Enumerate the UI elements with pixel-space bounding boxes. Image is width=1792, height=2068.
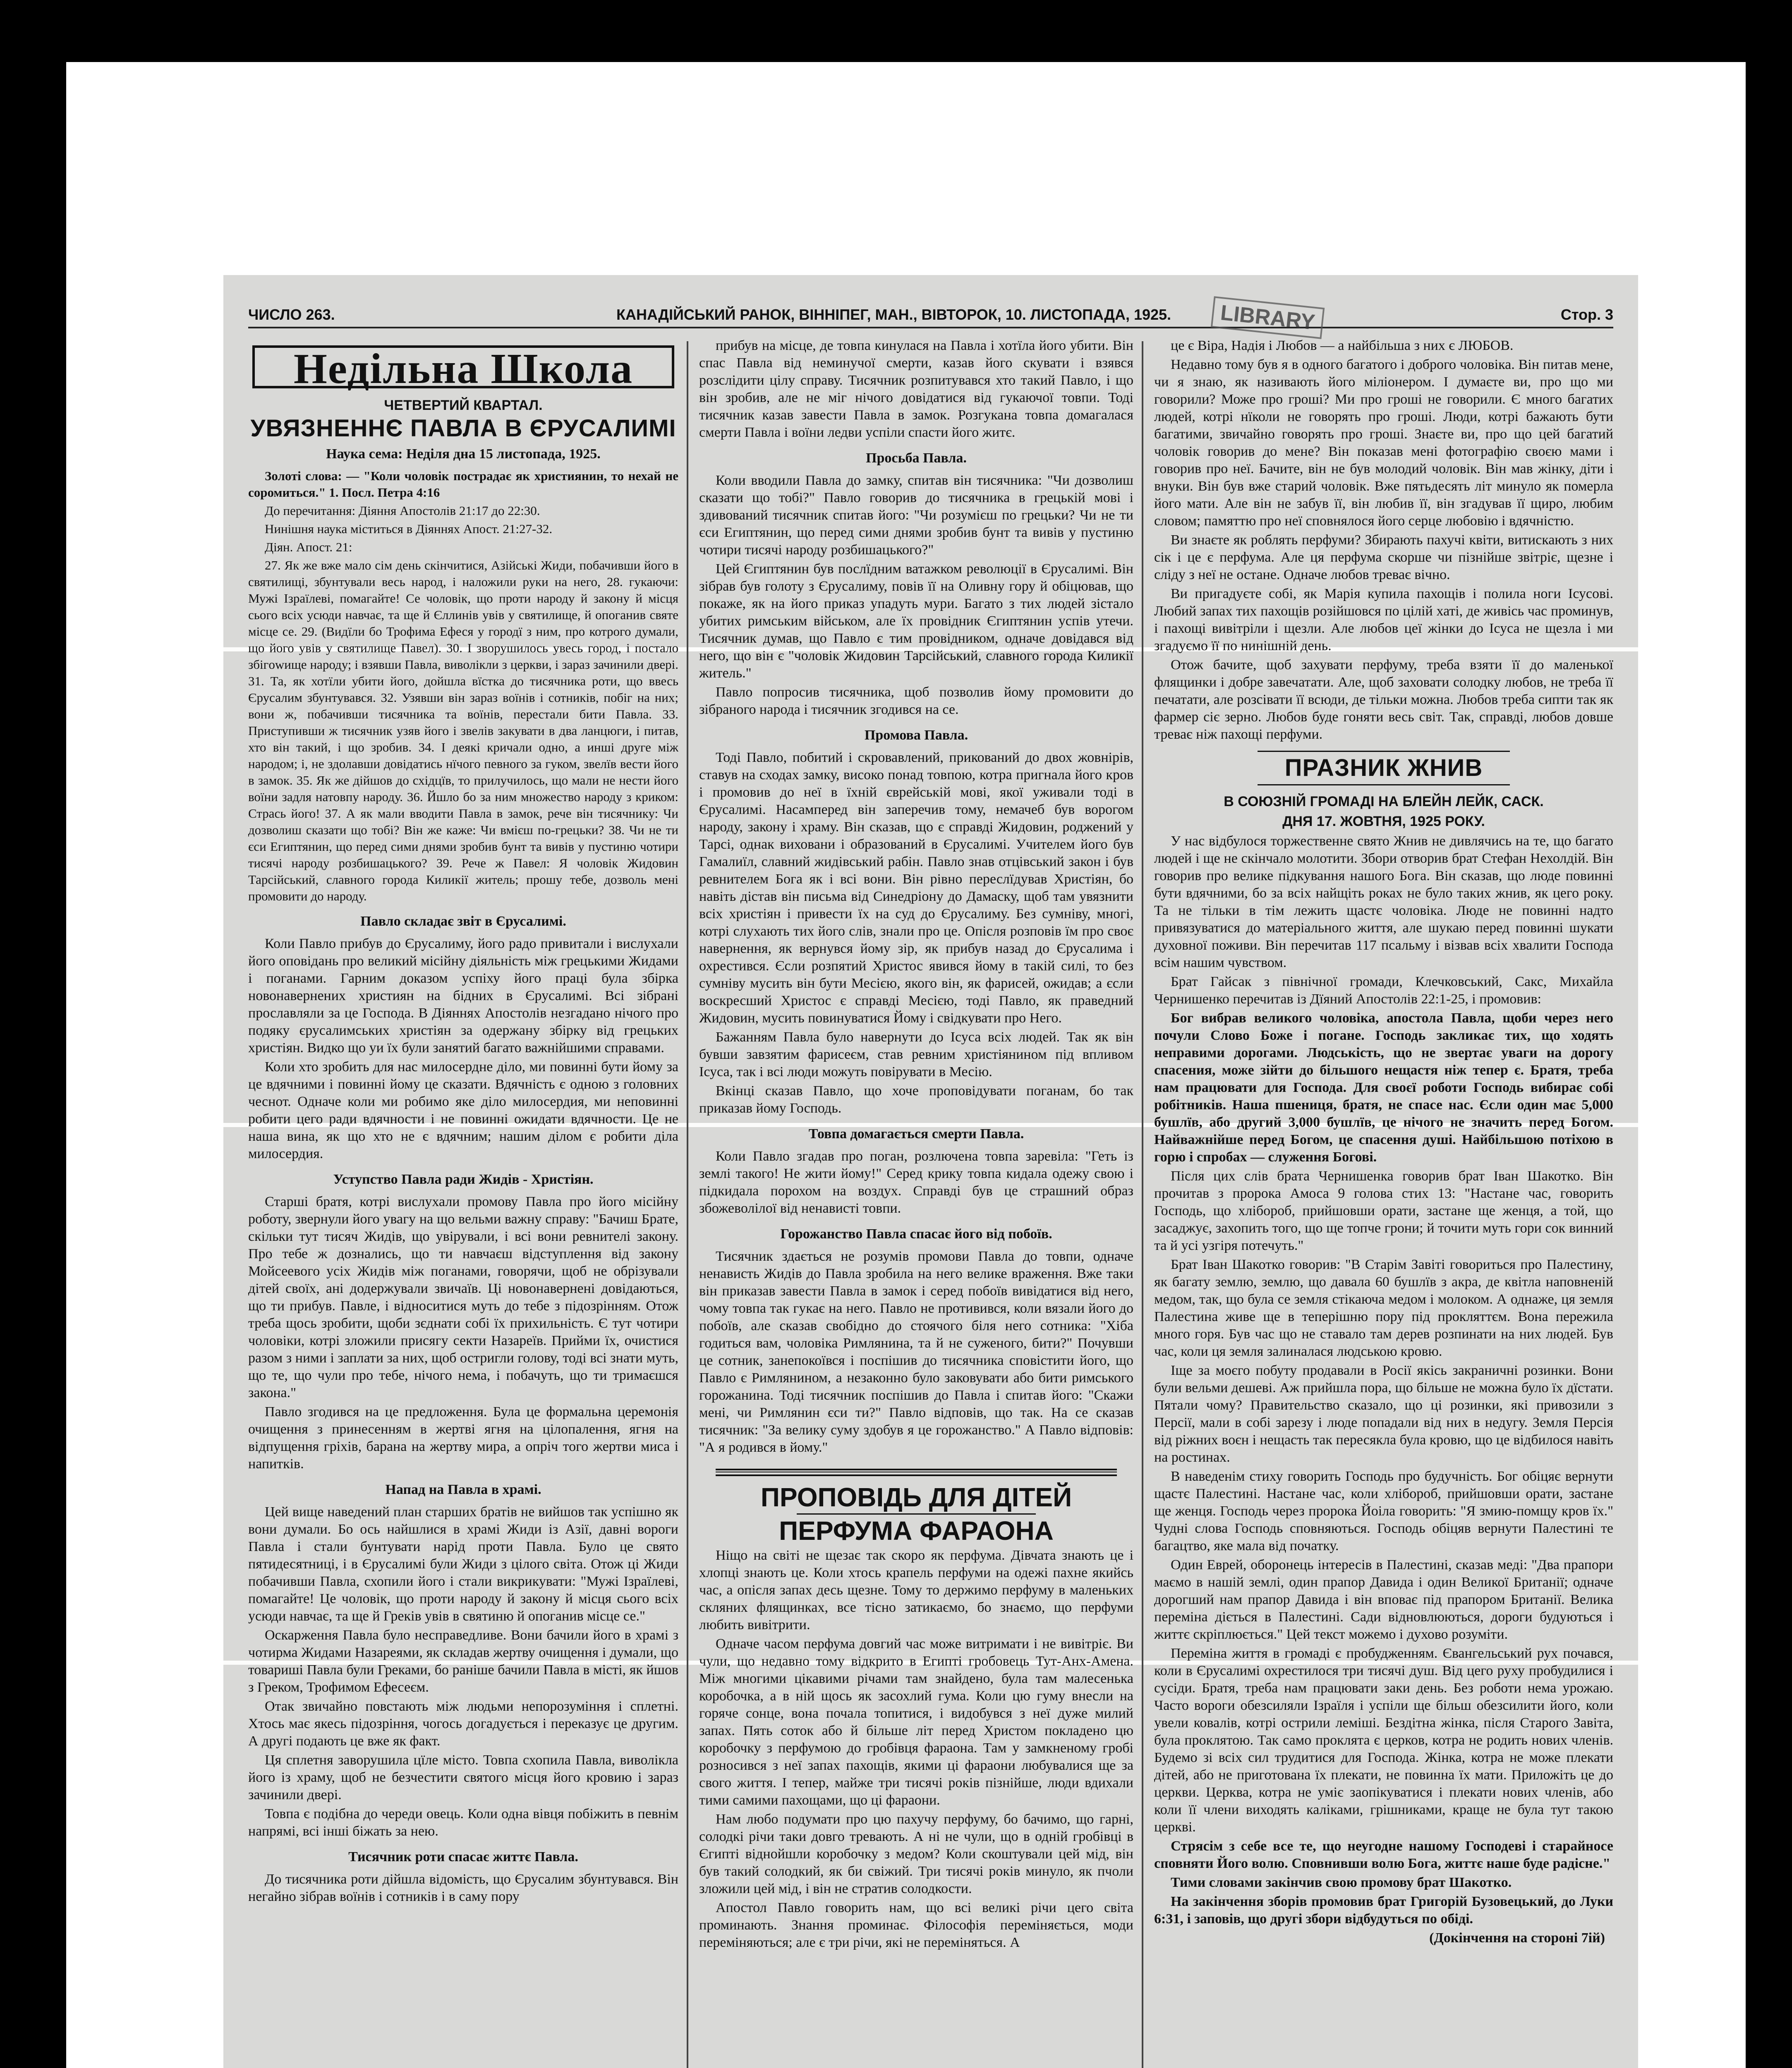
harvest-title: ПРАЗНИК ЖНИВ xyxy=(1284,754,1483,781)
paragraph: Іще за моєго побуту продавали в Росії якісь закраничні розинки. Вони були вельми дешеві. Аж прийшла пора, що більше не можна було їх дїстати. Пятали чому? Правительство сказало, що ці розинки, які привозили з Персії, мали в собі зарезу і люде попадали від них в недугу. Земля Персія від ріжних воєн і нещасть так пересякла була кровю, що це відбилося навіть на ростинах. xyxy=(1154,1363,1613,1465)
paragraph: Тими словами закінчив свою промову брат Шакотко. xyxy=(1171,1875,1512,1890)
article-title: УВЯЗНЕННЄ ПАВЛА В ЄРУСАЛИМІ xyxy=(250,415,676,442)
continuation-note: (Докінчення на стороні 7ій) xyxy=(1429,1930,1605,1946)
quarter-label: ЧЕТВЕРТИЙ КВАРТАЛ. xyxy=(384,397,543,413)
paragraph: Апостол Павло говорить нам, що всі великі річи цего світа проминають. Знання проминає. Філософія переміняється, моди переміняються; але є три річи, які не переміняться. А xyxy=(699,1900,1133,1950)
paragraph: Павло попросив тисячника, щоб позволив йому промовити до зібраного народа і тисячник згодився на се. xyxy=(699,685,1133,717)
harvest-subtitle: В СОЮЗНІЙ ГРОМАДІ НА БЛЕЙН ЛЕЙК, САСК. xyxy=(1224,794,1544,809)
paragraph: Тисячник здається не розумів промови Павла до товпи, одначе ненависть Жидів до Павла зробила на него велике враження. Вже таки він приказав завести Павла в замок і серед побоїв вивідатися від него, чому товпа так гукає на него. Павло не противився, коли вязали його до побоїв, але сказав свобідно до стоячого біля него сотника: "Хіба годиться вам, чоловіка Римлянина, та й не суженого, бити?" Почувши це сотник, занепокоївся і поспішив до тисячника сповістити його, що Павло є Римлянином, а незаконно було заковувати або бити римського горожанина. Тоді тисячник поспішив до Павла і спитав його: "Скажи мені, чи Римлянин єси ти?" Павло відповів, що так. На се сказав тисячник: "За велику суму здобув я це горожанство." А Павло відповів: "А я родився в йому." xyxy=(699,1249,1133,1455)
section-heading: Павло складає звіт в Єрусалимі. xyxy=(360,914,566,929)
paragraph: Коли Павло згадав про поган, розлючена товпа заревіла: "Геть із землі такого! Не жити йому!" Серед крику товпа кидала одежу свою і підкидала порохом на воздух. Справді був це страшний образ збожеволілої від ненависті товпи. xyxy=(699,1149,1133,1216)
section-heading: Товпа домагається смерти Павла. xyxy=(808,1126,1024,1142)
page-header xyxy=(248,301,1613,335)
paragraph: Нам любо подумати про цю пахучу перфуму, бо бачимо, що гарні, солодкі річи таки довго тревають. А ні не чули, що в одній гробівці в Єгипті віднойшли коробочку з медом? Коли скоштували цей мід, він був такий солодкий, як би свіжий. Три тисячі років минуло, як пчоли зложили цей мід, і він не стратив солодкости. xyxy=(699,1812,1133,1896)
paragraph: Брат Іван Шакотко говорив: "В Старім Завіті говориться про Палестину, як багату землю, землю, що давала 60 бушлїв з акра, де квітла наповненій медом, так, що була се земля стікаюча медом і молоком. А однаже, ця земля Палестина живе ще в теперішню пору під прокляттєм. Вона пережила много горя. Був час що не ставало там дерев розпинати на них людей. Був час, коли ця земля залиналася людською кровю. xyxy=(1154,1257,1613,1359)
divider xyxy=(797,1513,1036,1515)
paragraph: це є Віра, Надія і Любов — а найбільша з них є ЛЮБОВ. xyxy=(1171,338,1514,353)
paragraph: Стрясім з себе все те, що неугодне нашому Господеві і старайносе сповняти Його волю. Сповнивши волю Бога, життє наше буде радісне." xyxy=(1154,1838,1613,1871)
film-frame xyxy=(66,62,1746,2068)
lesson-date: Наука сема: Неділя дна 15 листопада, 1925. xyxy=(326,446,601,462)
paragraph: Вкінці сказав Павло, що хоче проповідувати поганам, бо так приказав йому Господь. xyxy=(699,1083,1133,1116)
paragraph: Ніщо на світі не щезає так скоро як перфума. Дівчата знають це і хлопці знають це. Коли хтось крапель перфуми на одежі пахне якийсь час, а опісля запах десь щезне. Тому то держимо перфуму в маленьких скляних флящинках, все тісно затикаємо, бо знаємо, що перфуми любить вивітрити. xyxy=(699,1548,1133,1632)
section-heading: Напад на Павла в храмі. xyxy=(385,1482,541,1497)
library-stamp: LIBRARY xyxy=(1211,296,1325,339)
paragraph: Тоді Павло, побитий і скровавлений, прикований до двох жовнірів, ставув на сходах замку, високо понад товпою, котра пригнала його кров і промовив до неї в їхній єврейській мові, якої уживали тоді в Єрусалимі. Насамперед він заперечив тому, немачеб був ворогом народу, закону і храму. Він сказав, що є справді Жидовин, роджений у Тарсі, однак виховани і образований в Єрусалимі. Учителем його був Гамалиїл, славний жидівський рабін. Павло знав отцівський закон і був ревнителем Бога як і всі вони. Він рівно переслїдував Христіян, бо навіть дістав він письма від Синедріону до Дамаску, щоб там увязнити всіх христіян і привести їх на суд до Єрусалиму. Без сумніву, многі, котрі слухають тих його слів, знали про це. Опісля розповів їм про своє навернення, як вернувся йому зір, як прибув назад до Єрусалима і охрестився. Єсли розпятий Христос явився йому в такій силі, то без сумніву мусить він бути Месією, якого він, як фарисей, ожидав; а єсли воскресший Христос є справді Месією, тоді Павло, як праведний Жидовин, мусить повинуватися Йому і свідкувати про Него. xyxy=(699,750,1133,1026)
page-number: Стор. 3 xyxy=(1560,306,1613,323)
divider xyxy=(1258,784,1510,785)
newspaper-page xyxy=(223,275,1638,2068)
childrens-sermon-title: ПРОПОВІДЬ ДЛЯ ДІТЕЙ xyxy=(760,1482,1072,1512)
paragraph: На закінчення зборів промовив брат Григорій Бузовецький, до Луки 6:31, і заповів, що другі збори відбудуться по обіді. xyxy=(1154,1894,1613,1927)
golden-text: Золоті слова: — "Коли чоловік пострадає як християнин, то нехай не соромиться." 1. Посл. Петра 4:16 xyxy=(248,469,678,500)
column-rule xyxy=(1142,341,1143,2068)
paragraph: Старші братя, котрі вислухали промову Павла про його місійну роботу, звернули його увагу на що вельми важну справу: "Бачиш Брате, скільки тут тисяч Жидів, що увірували, і всі вони ревнителі закону. Про тебе ж дознались, що ти навчаєш відступлення від закону Мойсеевого усіх Жидів між поганами, говорячи, щоб не обрізували дітей своїх, ані додержували звичаїв. Ці новонавернені довідаються, що ти прибув. Павле, і відноситися муть до тебе з підозрінням. Отож треба щось зробити, щоби зєднати собі їх прихильність. Є тут чотири чоловіки, котрі зложили присягу секти Назареїв. Прийми їх, очистися разом з ними і заплати за них, щоб остригли голову, тоді всі знати муть, що те, що чули про тебе, нічого нема, і побачуть, що ти тримаєшся закона." xyxy=(248,1194,678,1400)
section-heading: Промова Павла. xyxy=(864,728,968,743)
column-sunday-school xyxy=(248,337,678,2068)
paragraph: Бог вибрав великого чоловіка, апостола Павла, щоби через него почули Слово Боже і погане. Господь закликає тих, що ходять неправими дорогами. Людськість, що не звертає уваги на дорогу спасения, може зійти до більшого нещастя ніж тепер є. Братя, треба нам працювати для Господа. Для своєї роботи Господь вибирає собі робітників. Наша пшениця, братя, не спасе нас. Єсли один має 5,000 бушлїв, або другий 3,000 бушлїв, це нічого не значить перед Богом. Найважнійше перед Богом, це спасення душі. Найбільшою потіхою в горю і спробах — служення Богові. xyxy=(1154,1010,1613,1165)
scripture-ref: Діян. Апост. 21: xyxy=(265,540,352,554)
column-right xyxy=(1154,337,1613,2068)
paragraph: У нас відбулося торжественне свято Жнив не дивлячись на те, що багато людей і ще не скінчало молотити. Збори отворив брат Стефан Нехолдій. Він говорив про велике підкування нашого Бога. Він сказав, що люде повинні бути вдячними, бо за всіх найщіть роках не було таких жнив, як цего року. Та не тільки в тім лежить щастє чоловіка. Люде не повинні надто привязуватися до матеріального життя, але шукаю перед повинні шукати духовної поживи. Він перечитав 117 псальму і візвав всіх хвалити Господа всім нашим чувством. xyxy=(1154,833,1613,970)
column-center xyxy=(699,337,1133,2068)
paragraph: Переміна життя в громаді є пробудженням. Євангельський рух почався, коли в Єрусалимі охрестилося три тисячі душ. Від цего руху пробудилися і сусіди. Братя, треба нам працювати заки день. Без роботи нема урожаю. Часто вороги обезсиляли Ізраїля і успіли ще більш обезсилити його, коли увели ковалів, котрі острили леміші. Бездітна жінка, після Старого Завіта, була проклятою. Так само проклята є церков, котра не родить нових членів. Будемо зі всіх сил трудитися для Господа. Жінка, котра не може плекати дітей, або не приготована їх плекати, не повинна їх мати. Приложіть це до церкви. Церква, котра не уміє заопікуватися і плекати нових членів, або коли її члени виходять каліками, грішниками, краще не була тут такою церкві. xyxy=(1154,1646,1613,1835)
paragraph: Бажанням Павла було навернути до Ісуса всіх людей. Так як він бувши завзятим фарисеєм, став ревним христіянином під впливом Ісуса, так і всі люди можуть повірувати в Месію. xyxy=(699,1029,1133,1079)
reading-ref: До перечитання: Діяння Апостолів 21:17 до 22:30. xyxy=(265,503,540,518)
paragraph: В наведенім стиху говорить Господь про будучність. Бог обіцяє вернути щастє Палестині. Настане час, коли хлібороб, прийшовши орати, застане ще женця. Господь через пророка Йоіла говорить: "Я змию-помщу кров їх." Чудні слова Господь сповняються. Господь обіцяв вернути Палестині те багацтво, яке мала від початку. xyxy=(1154,1469,1613,1553)
column-rule xyxy=(687,341,688,2068)
paragraph: Після цих слів брата Чернишенка говорив брат Іван Шакотко. Він прочитав з пророка Амоса 9 голова стих 13: "Настане час, говорить Господь, що хлібороб, прийшовши орати, застане ще женця, а той, що засаджує, захопить того, що ще топче грони; й точити муть гори сок винний та й усі узгіря потечуть." xyxy=(1154,1168,1613,1253)
paragraph: Цей Єгиптянин був послїдним ватажком революції в Єрусалимі. Він зібрав був голоту з Єрусалиму, повів її на Оливну гору й обіцював, що покаже, як на його приказ упадуть мури. Багато з тих людей зістало убитих римським військом, але їх провідник Єгиптянин успів утечи. Тисячник думав, що Павло є тим провідником, одначе довідався від него, що він є "чоловік Жидовин Тарсійський, славного города Киликії житель." xyxy=(699,561,1133,681)
paragraph: Отож бачите, щоб захувати перфуму, треба взяти її до маленької флящинки і добре завечатати. Але, щоб заховати солодку любов, не треба її печатати, але розсівати її всюди, де тільки можна. Любов треба сипти так як фармер сіє зерно. Любов буде гоняти весь світ. Так, справді, любов довше треває ніж пахощі перфуми. xyxy=(1154,657,1613,742)
section-heading: Горожанство Павла спасає його від побоїв. xyxy=(780,1226,1052,1242)
paragraph: Павло згодився на це предложення. Була це формальна церемонія очищення з принесенням в жертві ягня на цілопалення, ягня на відпущення гріхів, барана на жертву мира, а опріч того жертви миса і напитків. xyxy=(248,1404,678,1472)
perfume-title: ПЕРФУМА ФАРАОНА xyxy=(779,1516,1054,1546)
divider xyxy=(1258,751,1510,752)
paragraph: Отак звичайно повстають між людьми непорозуміння і сплетні. Хтось має якесь підозріння, чогось догадується і переказує це другим. А другі подають це вже як факт. xyxy=(248,1699,678,1749)
reading-ref: Нинішня наука міститься в Діяннях Апост. 21:27-32. xyxy=(265,522,553,536)
masthead: Недільна Школа xyxy=(252,345,674,388)
paragraph: прибув на місце, де товпа кинулася на Павла і хотїла його убити. Він спас Павла від неминучої смерти, казав його скувати і взявся розслідити цілу справу. Тисячник розпитувався хто такий Павло, і що він зробив, але не міг нічого довідатися від гукаючої товпи. Тоді тисячник казав завести Павла в замок. Розгукана товпа домагалася смерти Павла і воїни ледви успіли спасти його житє. xyxy=(699,338,1133,440)
section-heading: Уступство Павла ради Жидів - Христіян. xyxy=(333,1172,594,1187)
paragraph: Товпа є подібна до череди овець. Коли одна вівця побіжить в певнім напрямі, всі інші біжать за нею. xyxy=(248,1806,678,1839)
section-heading: Просьба Павла. xyxy=(866,450,967,466)
paragraph: Ця сплетня заворушила цїле місто. Товпа схопила Павла, виволікла його із храму, щоб не безчестити святого місця його кровию і зараз зачинили двері. xyxy=(248,1752,678,1802)
paragraph: Оскарження Павла було несправедливе. Вони бачили його в храмі з чотирма Жидами Назареями, як складав жертву очищення і думали, що товариші Павла були Греками, бо раніше бачили Павла в місті, як йшов з Греком, Трофимом Ефесеєм. xyxy=(248,1628,678,1695)
paragraph: Недавно тому був я в одного багатого і доброго чоловіка. Він питав мене, чи я знаю, як називають його міліонером. І думаєте ви, про що ми говорили? Може про гроші? Ми про гроші не говорили. Є много багатих людей, котрі нїколи не говорять про гроші. Люди, котрі бажають бути багатими, звичайно говорять про гроші. Знаєте ви, про що цей багатий чоловік говорив до мене? Він показав мені фотографію своєю мами і говорив про неї. Бачите, він не був молодий чоловік. Він мав жінку, діти і внуки. Він був вже старий чоловік. Вже пятьдесять літ минуло як померла його мати. Але він не забув її, він любив її, він згадував її щиро, любим словом; памяттю про неї сповнялося його серце любовію і вдячністю. xyxy=(1154,357,1613,529)
paragraph: 27. Як же вже мало сім день скінчитися, Азійські Жиди, побачивши його в святилищі, збунтували весь народ, і наложили руки на него, 28. гукаючи: Мужі Ізраїлеві, помагайте! Се чоловік, що проти народу й закону й місця сього всіх усюди навчає, та ще й Єллинів увів у святилище, й опоганив святе місце се. 29. (Видїли бо Трофима Ефеся у городї з ним, про котрого думали, що його увів у святилище Павел). 30. І зворушилось увесь город, і постало збігowище народу; і взявши Павла, виволікли з церкви, і зараз зачинили двері. 31. Та, як хотїли убити його, дойшла вїстка до тисячника роти, що ввесь Єрусалим збунтувався. 32. Узявши він зараз воїнів і сотників, побіг на них; вони ж, побачивши тисячника та воїнів, перестали бити Павла. 33. Приступивши ж тисячник узяв його і звелів закувати в два ланцюги, і питав, хто він такий, і що зробив. 34. І деякі кричали одно, а инші друге між народом; і, не здолавши довідатись нїчого певного за гуком, звелїв вести його в замок. 35. Як же дійшов до східцїв, то прилучилось, що мали не нести його воїни задля натовпу народу. 36. Йшло бо за ним множество народу з криком: Стрась його! 37. А як мали вводити Павла в замок, рече він тисячнику: Чи дозволиш сказати що тобі? Він же каже: Чи вмієш по-грецьки? 38. Чи не ти єси Египтянин, що перед сими днями зробив бунт та вивів у пустиню чотири тисячі народу розбишацького? 39. Рече ж Павел: Я чоловік Жидовин Тарсійський, славного города Киликії житель; прошу тебе, дозволь мені промовити до народу. xyxy=(248,558,678,903)
paragraph: Цей вище наведений план старших братів не вийшов так успішно як вони думали. Бо ось найшлися в храмі Жиди із Азії, давні вороги Павла і стали бунтувати нарід проти Павла. Було це свято пятидесятниці, і в Єрусалимі були Жиди з цілого світа. Отож ці Жиди побачивши Павла, схопили його і стали викрикувати: "Мужі Ізраїлеві, помагайте! Це чоловік, що проти народу й закону й місця сього всіх усюди навчає, та ще й Греків увів в святиню й опоганив місце се." xyxy=(248,1504,678,1624)
paragraph: Брат Гайсак з північної громади, Клечковський, Сакс, Михайла Чернишенко перечитав із Дїяний Апостолів 22:1-25, і промовив: xyxy=(1154,974,1613,1007)
paragraph: Коли хто зробить для нас милосердне діло, ми повинні бути йому за це вдячними і повинні йому це сказати. Вдячність є одною з головних чеснот. Одначе коли ми робимо яке діло милосердия, ми неповинні робити цего ради вдячности і не повинні ожидати вдячности. Це не наша вина, як що хто не є вдячним; нашим ділом є робити діла милосердия. xyxy=(248,1059,678,1161)
section-heading: Тисячник роти спасає життє Павла. xyxy=(348,1849,578,1865)
publication-line: КАНАДІЙСЬКИЙ РАНОК, ВІННІПЕГ, МАН., ВІВТОРОК, 10. ЛИСТОПАДА, 1925. xyxy=(616,306,1172,323)
issue-number: ЧИСЛО 263. xyxy=(248,306,335,323)
double-rule xyxy=(716,1469,1117,1476)
paragraph: Ви знаєте як роблять перфуми? Збирають пахучі квіти, витискають з них сік і це є перфума. Але ця перфума скорше чи пізнійше звітріє, щезне і сліду з неї не остане. Одначе любов треває вічно. xyxy=(1154,532,1613,582)
paragraph: Коли вводили Павла до замку, спитав він тисячника: "Чи дозволиш сказати що тобі?" Павло говорив до тисячника в грецькій мові і здивований тисячник спитав його: "Чи розумієш по грецьки? Чи не ти єси Египтянин, що перед сими днями зробив бунт та вивів у пустиню чотири тисячі народу розбишацького?" xyxy=(699,473,1133,558)
paragraph: Ви пригадуєте собі, як Марія купила пахощів і полила ноги Ісусові. Любий запах тих пахощів розійшовся по цілій хаті, де живісь час проминув, і пахощі вивітріли і щезли. Але любов цеї жінки до Ісуса не щезла і ми згадуємо її по нинішній день. xyxy=(1154,586,1613,653)
paragraph: Коли Павло прибув до Єрусалиму, його радо привитали і вислухали його оповідань про великий місійну діяльність між грецькими Жидами і поганами. Гарним доказом успіху його праці була збірка новонавернених християн на бідних в Єрусалимі. Всі зібрані прославляли за це Господа. В Діяннях Апостолів незгадано нічого про подяку єрусалимських христіян за одержану збірку від грецьких христіян. Видко що уи їх були занятий багато важнійшими справами. xyxy=(248,936,678,1056)
paragraph: Одначе часом перфума довгий час може витримати і не вивітріє. Ви чули, що недавно тому відкрито в Египті гробовець Тут-Анх-Амена. Між многими цікавими річами там знайдено, була там малесенька коробочка, а в ній щось як засохлий гума. Коли цю гуму внесли на горяче сонце, вона почала топитися, і видобувся з неї дуже милий запах. Пять соток або й більше літ перед Христом покладено цю коробочку з перфумою до гробівця фараона. Там у замкненому гробі розносився з неї запах пахощів, якими ці фараони любувалися ще за свого життя. І тепер, майже три тисячі років пізнійше, люди вдихали тими самими пахощами, що ці фараони. xyxy=(699,1636,1133,1808)
paragraph: Один Еврей, оборонець інтересів в Палестині, сказав меді: "Два прапори маємо в нашій землі, один прапор Давида і один Великої Британії; одначе дорогший нам прапор Давида і він вповає під прапором Британії. Велика переміна діється в Палестині. Сади відновлюються, дороги будуються і життє скріплюється." Цей текст можемо і духово розуміти. xyxy=(1154,1557,1613,1642)
paragraph: До тисячника роти дійшла відомість, що Єрусалим збунтувався. Він негайно зібрав воїнів і сотників і в саму пору xyxy=(248,1872,678,1904)
harvest-date: ДНЯ 17. ЖОВТНЯ, 1925 РОКУ. xyxy=(1282,814,1485,829)
